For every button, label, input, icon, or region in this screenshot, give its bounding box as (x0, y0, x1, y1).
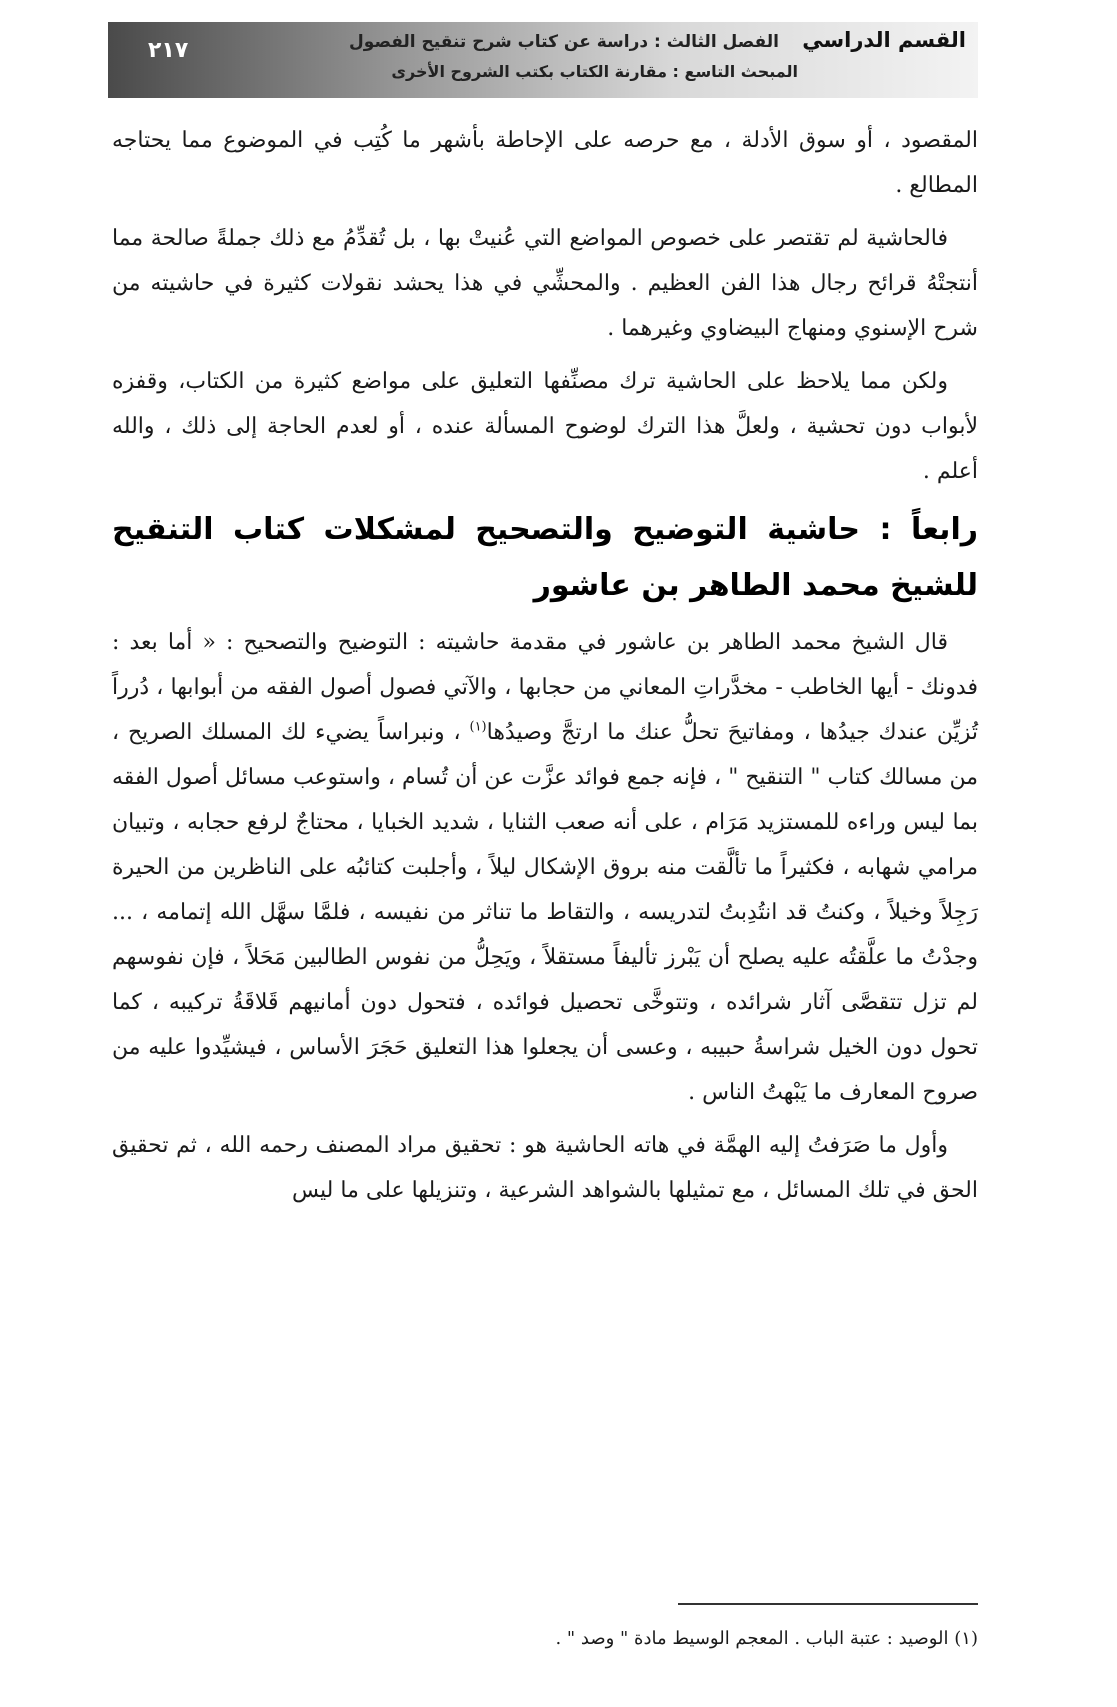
footnote-divider (678, 1603, 978, 1605)
footnote: (١) الوصيد : عتبة الباب . المعجم الوسيط مادة " وصد " . (555, 1628, 978, 1649)
paragraph-5: وأول ما صَرَفتُ إليه الهمَّة في هاته الحاشية هو : تحقيق مراد المصنف رحمه الله ، ثم تحقيق الحق في تلك المسائل ، مع تمثيلها بالشواهد الشرعية ، وتنزيلها على ما ليس (112, 1133, 978, 1203)
header-subsection: المبحث التاسع : مقارنة الكتاب بكتب الشروح الأخرى (391, 62, 798, 81)
section-heading: رابعاً : حاشية التوضيح والتصحيح لمشكلات كتاب التنقيح للشيخ محمد الطاهر بن عاشور (112, 512, 978, 603)
quote-part-1: قال الشيخ محمد الطاهر بن عاشور في مقدمة حاشيته : التوضيح والتصحيح : « أما بعد : فدونك - أيها الخاطب - مخدَّراتِ المعاني من حجابها ، والآتي فصول أصول الفقه من أبوابها ، دُرراً تُزيِّن عندك جيدُها ، ومفاتيحَ تحلُّ عنك ما ارتجَّ وصيدُها (112, 630, 978, 745)
paragraph-3: ولكن مما يلاحظ على الحاشية ترك مصنِّفها التعليق على مواضع كثيرة من الكتاب، وقفزه لأبواب دون تحشية ، ولعلَّ هذا الترك لوضوح المسألة عنده ، أو لعدم الحاجة إلى ذلك ، والله أعلم . (112, 369, 978, 484)
footnote-marker: (١) (469, 719, 487, 735)
header-section: القسم الدراسي (802, 28, 966, 52)
paragraph-4-quote (112, 620, 978, 1115)
running-header (108, 22, 978, 98)
page-body (112, 118, 978, 1221)
paragraph-1: المقصود ، أو سوق الأدلة ، مع حرصه على الإحاطة بأشهر ما كُتِب في الموضوع مما يحتاجه المطالع . (112, 128, 978, 198)
header-title-line (349, 28, 966, 52)
quote-part-2: ، ونبراساً يضيء لك المسلك الصريح ، من مسالك كتاب " التنقيح " ، فإنه جمع فوائد عزَّت عن أن تُسام ، واستوعب مسائل أصول الفقه بما ليس وراءه للمستزيد مَرَام ، على أنه صعب الثنايا ، شديد الخبايا ، محتاجٌ لرفع حجابه ، وتبيان مرامي شهابه ، فكثيراً ما تألَّقت منه بروق الإشكال ليلاً ، وأجلبت كتائبُه على الناظرين من الحيرة رَجِلاً وخيلاً ، وكنتُ قد انتُدِبتُ لتدريسه ، والتقاط ما تناثر من نفيسه ، فلمَّا سهَّل الله إتمامه ، ... وجدْتُ ما علَّقتُه عليه يصلح أن يَبْرز تأليفاً مستقلاً ، ويَحِلُّ من نفوس الطالبين مَحَلاً ، فإن نفوسهم لم تزل تتقصَّى آثار شرائده ، وتتوخَّى تحصيل فوائده ، فتحول دون أمانيهم قَلاقَةُ تركيبه ، كما تحول دون الخيل شراسةُ حبيبه ، وعسى أن يجعلوا هذا التعليق حَجَرَ الأساس ، فيشيِّدوا عليه من صروح المعارف ما يَبْهتُ الناس . (112, 720, 978, 1105)
paragraph-2: فالحاشية لم تقتصر على خصوص المواضع التي عُنيتْ بها ، بل تُقدِّمُ مع ذلك جملةً صالحة مما أنتجتْهُ قرائح رجال هذا الفن العظيم . والمحشِّي في هذا يحشد نقولات كثيرة في حاشيته من شرح الإسنوي ومنهاج البيضاوي وغيرهما . (112, 226, 978, 341)
header-chapter: الفصل الثالث : دراسة عن كتاب شرح تنقيح الفصول (349, 32, 779, 52)
page-number: ٢١٧ (148, 38, 189, 63)
